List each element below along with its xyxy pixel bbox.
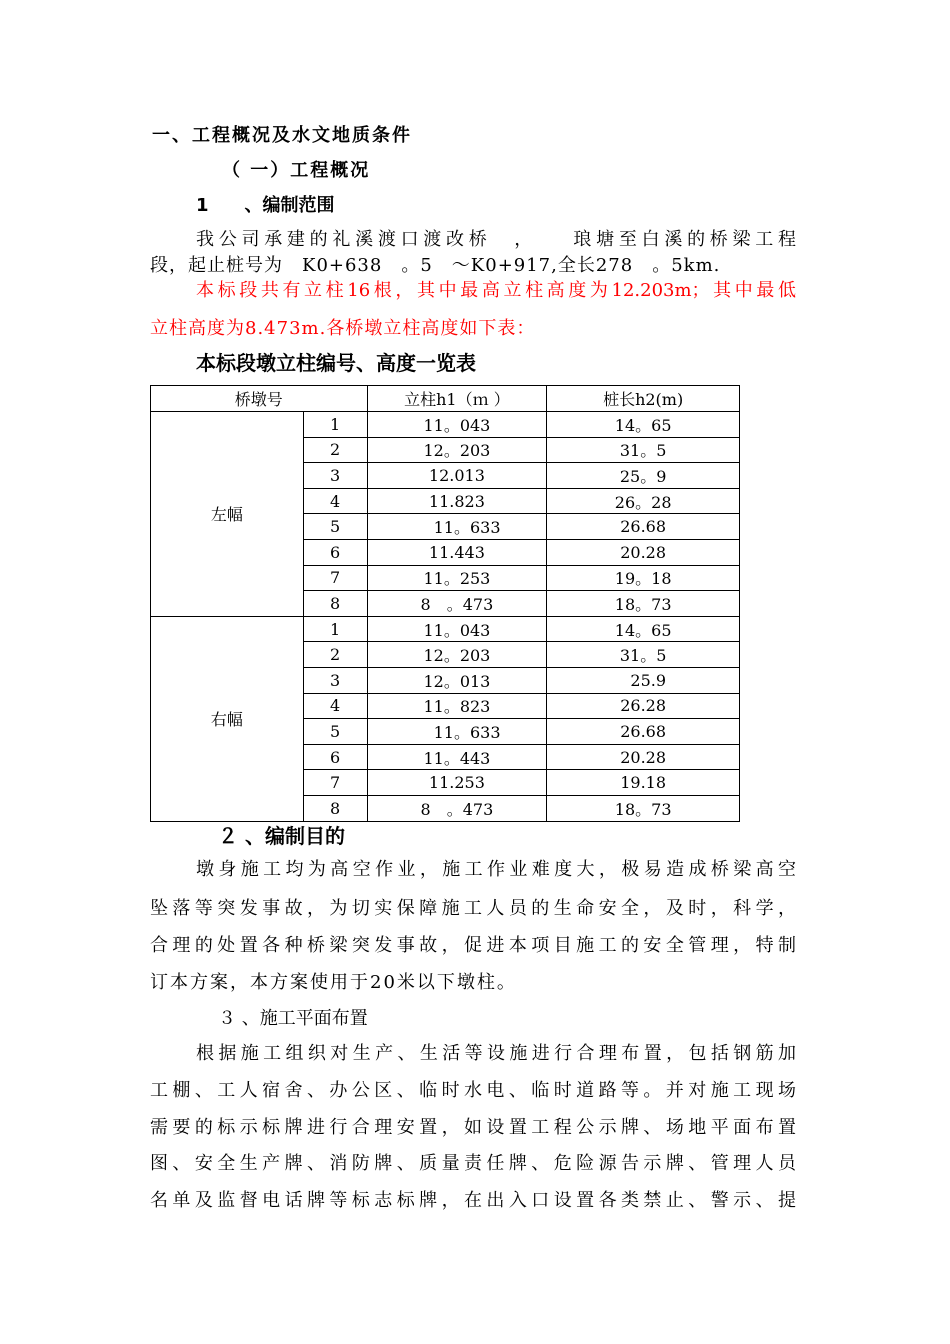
column-height-cell: 12。203 bbox=[367, 437, 547, 463]
column-height-cell: 12。203 bbox=[367, 642, 547, 668]
pier-number-cell: 4 bbox=[303, 693, 367, 719]
column-height-cell: 11.823 bbox=[367, 488, 547, 514]
pile-length-cell: 31。5 bbox=[547, 642, 740, 668]
pier-number-cell: 4 bbox=[303, 488, 367, 514]
pile-length-cell: 31。5 bbox=[547, 437, 740, 463]
section-1-heading: 一、工程概况及水文地质条件 bbox=[152, 125, 412, 146]
pile-length-cell: 26.68 bbox=[547, 514, 740, 540]
header-column-height: 立柱h1（ｍ ） bbox=[367, 386, 547, 412]
section-2-line-3: 合理的处置各种桥梁突发事故，促进本项目施工的安全管理，特制 bbox=[150, 935, 796, 956]
group-name-cell: 左幅 bbox=[151, 412, 304, 617]
section-2-heading: ２ 、编制目的 bbox=[218, 824, 345, 848]
pier-number-cell: 2 bbox=[303, 642, 367, 668]
pile-length-cell: 14。65 bbox=[547, 616, 740, 642]
pier-number-cell: 3 bbox=[303, 463, 367, 489]
table-title: 本标段墩立柱编号、高度一览表 bbox=[196, 351, 476, 375]
section-2-line-4: 订本方案，本方案使用于20米以下墩柱。 bbox=[150, 972, 517, 993]
section-3-line-5: 名单及监督电话牌等标志标牌，在出入口设置各类禁止、警示、提 bbox=[150, 1190, 796, 1211]
column-height-cell: 11。043 bbox=[367, 616, 547, 642]
pier-number-cell: 5 bbox=[303, 719, 367, 745]
pier-number-cell: 7 bbox=[303, 565, 367, 591]
pile-length-cell: 19。18 bbox=[547, 565, 740, 591]
column-height-cell: 11。253 bbox=[367, 565, 547, 591]
pile-length-cell: 18。73 bbox=[547, 795, 740, 821]
pile-length-cell: 26.28 bbox=[547, 693, 740, 719]
section-3-line-2: 工棚、工人宿舍、办公区、临时水电、临时道路等。并对施工现场 bbox=[150, 1080, 796, 1101]
item-1-heading: 1 、编制范围 bbox=[196, 195, 335, 216]
column-height-cell: 8 。473 bbox=[367, 591, 547, 617]
column-height-cell: 11.443 bbox=[367, 539, 547, 565]
section-2-line-1: 墩身施工均为高空作业，施工作业难度大，极易造成桥梁高空 bbox=[196, 859, 796, 880]
item-1-text-line-1: 我公司承建的礼溪渡口渡改桥 ， 琅塘至白溪的桥梁工程 bbox=[196, 229, 796, 250]
pier-number-cell: 1 bbox=[303, 616, 367, 642]
pier-number-cell: 7 bbox=[303, 770, 367, 796]
column-height-cell: 11。823 bbox=[367, 693, 547, 719]
pier-number-cell: 6 bbox=[303, 539, 367, 565]
pier-number-cell: 1 bbox=[303, 412, 367, 438]
column-height-cell: 11.253 bbox=[367, 770, 547, 796]
pile-length-cell: 25.9 bbox=[547, 667, 740, 693]
column-height-cell: 8 。473 bbox=[367, 795, 547, 821]
column-height-cell: 12.013 bbox=[367, 463, 547, 489]
pier-height-table bbox=[150, 385, 740, 822]
pier-number-cell: 8 bbox=[303, 795, 367, 821]
item-1-text-line-2: 段，起止桩号为 K0+638 。5 ～K0+917,全长278 。5km. bbox=[150, 255, 721, 276]
section-1-subheading: （ 一）工程概况 bbox=[222, 160, 371, 181]
section-2-line-2: 坠落等突发事故，为切实保障施工人员的生命安全，及时，科学， bbox=[150, 898, 796, 919]
table-row bbox=[151, 616, 740, 642]
pile-length-cell: 26。28 bbox=[547, 488, 740, 514]
column-height-cell: 11。633 bbox=[367, 514, 547, 540]
header-pier-no: 桥墩号 bbox=[151, 386, 368, 412]
pier-number-cell: 3 bbox=[303, 667, 367, 693]
pier-number-cell: 6 bbox=[303, 744, 367, 770]
pile-length-cell: 14。65 bbox=[547, 412, 740, 438]
pile-length-cell: 20.28 bbox=[547, 744, 740, 770]
pier-number-cell: 2 bbox=[303, 437, 367, 463]
section-3-line-3: 需要的标示标牌进行合理安置，如设置工程公示牌、场地平面布置 bbox=[150, 1117, 796, 1138]
group-name-cell: 右幅 bbox=[151, 616, 304, 821]
pier-number-cell: 5 bbox=[303, 514, 367, 540]
red-text-line-2: 立柱高度为8.473m.各桥墩立柱高度如下表： bbox=[150, 318, 536, 339]
table-row bbox=[151, 412, 740, 438]
red-text-line-1: 本标段共有立柱16根，其中最高立柱高度为12.203m；其中最低 bbox=[196, 280, 796, 301]
pile-length-cell: 25。9 bbox=[547, 463, 740, 489]
column-height-cell: 11。633 bbox=[367, 719, 547, 745]
header-pile-length: 桩长h2(m) bbox=[547, 386, 740, 412]
pile-length-cell: 18。73 bbox=[547, 591, 740, 617]
column-height-cell: 11。043 bbox=[367, 412, 547, 438]
section-3-line-1: 根据施工组织对生产、生活等设施进行合理布置，包括钢筋加 bbox=[196, 1043, 796, 1064]
pile-length-cell: 19.18 bbox=[547, 770, 740, 796]
section-3-heading: ３ 、施工平面布置 bbox=[218, 1008, 368, 1029]
column-height-cell: 11。443 bbox=[367, 744, 547, 770]
pier-number-cell: 8 bbox=[303, 591, 367, 617]
table-header-row bbox=[151, 386, 740, 412]
column-height-cell: 12。013 bbox=[367, 667, 547, 693]
pile-length-cell: 26.68 bbox=[547, 719, 740, 745]
pile-length-cell: 20.28 bbox=[547, 539, 740, 565]
section-3-line-4: 图、安全生产牌、消防牌、质量责任牌、危险源告示牌、管理人员 bbox=[150, 1153, 796, 1174]
